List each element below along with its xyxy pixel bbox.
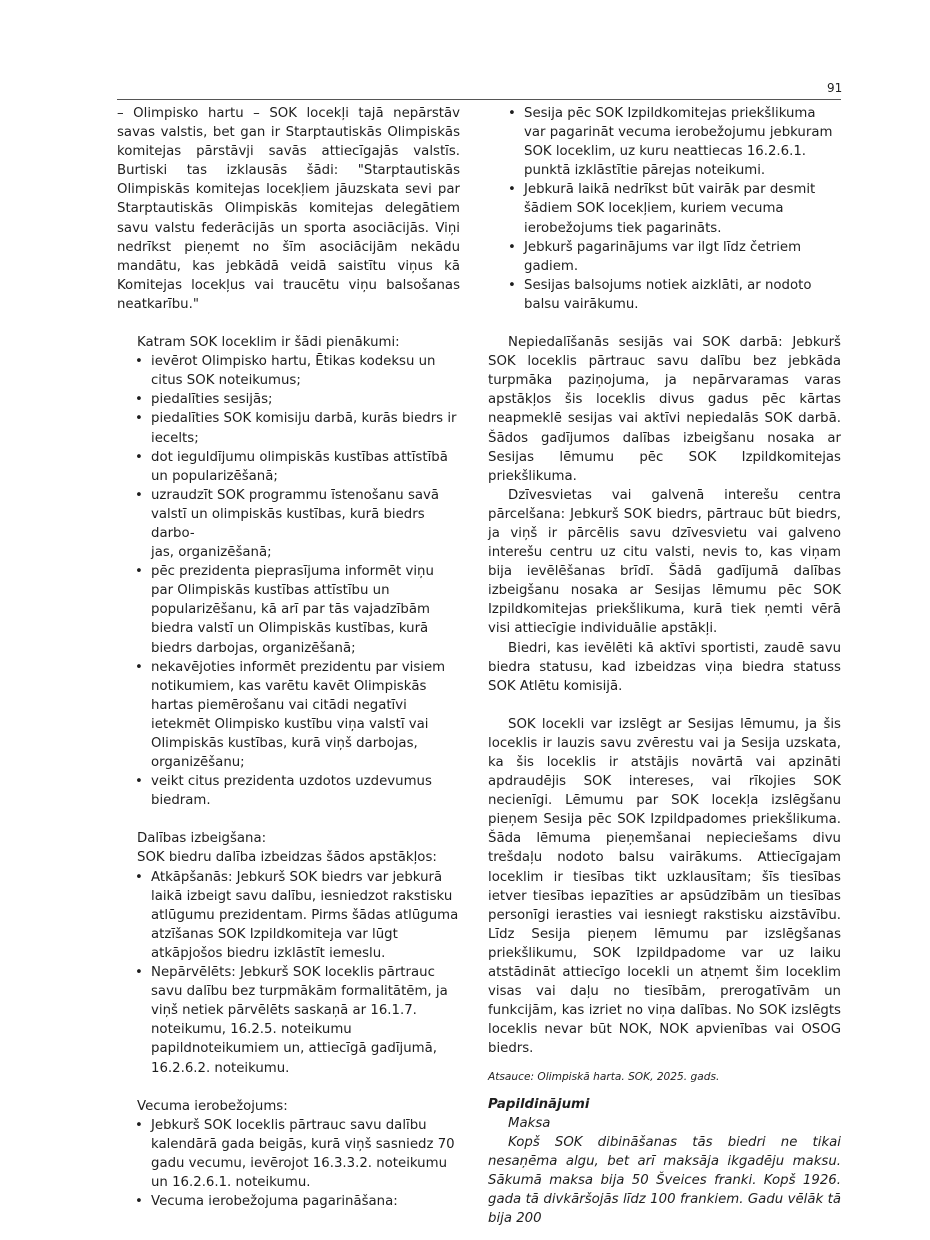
right-column	[488, 104, 841, 1228]
termination-subheading: SOK biedru dalība izbeidzas šādos apstākļos:	[137, 850, 437, 866]
extension-list	[508, 104, 841, 314]
list-item: • Atkāpšanās: Jebkurš SOK biedrs var jebkurā laikā izbeigt savu dalību, iesniedzot rakstisku atlūgumu prezidentam. Pirms šādas atlūguma atzīšanas SOK Izpildkomiteja var lūgt atkāpjošos biedru izklāstīt iemeslu.	[135, 868, 460, 963]
list-item: • ievērot Olimpisko hartu, Ētikas kodeksu un citus SOK noteikumus;	[135, 352, 460, 390]
list-item: • nekavējoties informēt prezidentu par visiem notikumiem, kas varētu kavēt Olimpiskās hartas piemērošanu vai citādi negatīvi ietekmēt Olimpisko kustību viņa valstī vai Olimpiskās kustības, kurā viņš darbojas, organizēšanu;	[135, 658, 460, 773]
header-rule	[117, 99, 841, 100]
page-number: 91	[827, 81, 843, 95]
list-item: • Sesijas balsojums notiek aizklāti, ar nodoto balsu vairākumu.	[508, 276, 841, 314]
list-item: • dot ieguldījumu olimpiskās kustības attīstībā un popularizēšanā;	[135, 448, 460, 486]
supplement-subtitle: Maksa	[508, 1115, 551, 1131]
list-item: • Nepārvēlēts: Jebkurš SOK loceklis pārtrauc savu dalību bez turpmākām formalitātēm, ja viņš netiek pārvēlēts saskaņā ar 16.1.7. noteikumu, 16.2.5. noteikumu papildnoteikumiem un, attiecīgā gadījumā, 16.2.6.2. noteikumu.	[135, 963, 460, 1078]
list-item: • piedalīties SOK komisiju darbā, kurās biedrs ir iecelts;	[135, 409, 460, 447]
supplement-title: Papildinājumi	[488, 1096, 590, 1112]
left-column	[117, 104, 460, 1211]
residence-paragraph: Dzīvesvietas vai galvenā interešu centra pārcelšana: Jebkurš SOK biedrs, pārtrauc būt biedrs, ja viņš ir pārcēlis savu dzīvesvietu vai galveno interešu centru uz citu valsti, nevis to, kas viņam bija ievēlēšanas brīdī. Šādā gadījumā dalības izbeigšanu nosaka ar Sesijas lēmumu pēc SOK Izpildkomitejas priekšlikuma, kurā tiek ņemti vērā visi attiecīgie individuālie apstākļi.	[488, 487, 841, 637]
termination-list	[135, 868, 460, 1078]
non-participation-paragraph: Nepiedalīšanās sesijās vai SOK darbā: Jebkurš SOK loceklis pārtrauc savu dalību bez jebkāda turpmāka paziņojuma, ja nepārvaramas varas apstākļos šis loceklis divus gadus pēc kārtas neapmeklē sesijas vai aktīvi nepiedalās SOK darbā. Šādos gadījumos dalības izbeigšanu nosaka ar Sesijas lēmumu pēc SOK Izpildkomitejas priekšlikuma.	[488, 335, 841, 484]
intro-paragraph: – Olimpisko hartu – SOK locekļi tajā nepārstāv savas valstis, bet gan ir Starptautiskās Olimpiskās komitejas pārstāvji savās attiecīgajās valstīs. Burtiski tas izklausās šādi: "Starptautiskās Olimpiskās komitejas locekļiem jāuzskata sevi par Starptautiskās Olimpiskās komitejas delegātiem savu valstu federācijās un sporta asociācijās. Viņi nedrīkst pieņemt no šīm asociācijām nekādu mandātu, kas jebkādā veidā saistītu viņus kā Komitejas locekļus vai traucētu viņu balsošanas neatkarību."	[117, 106, 460, 312]
list-item: • pēc prezidenta pieprasījuma informēt viņu par Olimpiskās kustības attīstību un popularizēšanu, kā arī par tās vajadzībām biedra valstī un Olimpiskās kustības, kurā biedrs darbojas, organizēšanā;	[135, 562, 460, 657]
list-item: • veikt citus prezidenta uzdotos uzdevumus biedram.	[135, 772, 460, 810]
list-item: • Vecuma ierobežojuma pagarināšana:	[135, 1192, 460, 1211]
duties-list	[135, 352, 460, 810]
age-heading: Vecuma ierobežojums:	[137, 1098, 288, 1114]
athletes-paragraph: Biedri, kas ievēlēti kā aktīvi sportisti, zaudē savu biedra statusu, kad izbeidzas viņa biedra statuss SOK Atlētu komisijā.	[488, 640, 841, 694]
list-item: • piedalīties sesijās;	[135, 390, 460, 409]
list-item: • Jebkurš pagarinājums var ilgt līdz četriem gadiem.	[508, 238, 841, 276]
duties-heading: Katram SOK loceklim ir šādi pienākumi:	[137, 335, 400, 351]
list-item: • Sesija pēc SOK Izpildkomitejas priekšlikuma var pagarināt vecuma ierobežojumu jebkuram SOK loceklim, uz kuru neattiecas 16.2.6.1. punktā izklāstītie pārejas noteikumi.	[508, 104, 841, 180]
list-item: • Jebkurš SOK loceklis pārtrauc savu dalību kalendārā gada beigās, kurā viņš sasniedz 70 gadu vecumu, ievērojot 16.3.3.2. noteikumu un 16.2.6.1. noteikumu.	[135, 1116, 460, 1192]
list-item: • uzraudzīt SOK programmu īstenošanu savā valstī un olimpiskās kustības, kurā biedrs darbo- jas, organizēšanā;	[135, 486, 460, 562]
termination-heading: Dalības izbeigšana:	[137, 831, 267, 847]
age-list	[135, 1116, 460, 1211]
source-citation: Atsauce: Olimpiskā harta. SOK, 2025. gads.	[488, 1070, 720, 1083]
supplement-paragraph: Kopš SOK dibināšanas tās biedri ne tikai nesaņēma algu, bet arī maksāja ikgadēju maksu. Sākumā maksa bija 50 Šveices franki. Kopš 1926. gada tā divkāršojās līdz 100 frankiem. Gadu vēlāk tā bija 200	[488, 1134, 841, 1227]
expulsion-paragraph: SOK locekli var izslēgt ar Sesijas lēmumu, ja šis loceklis ir lauzis savu zvērestu vai ja Sesija uzskata, ka šis loceklis ir atstājis novārtā vai apzināti apdraudējis SOK intereses, vai rīkojies SOK necienīgi. Lēmumu par SOK locekļa izslēgšanu pieņem Sesija pēc SOK Izpildpadomes priekšlikuma. Šāda lēmuma pieņemšanai nepieciešams divu trešdaļu nodoto balsu vairākums. Attiecīgajam loceklim ir tiesības tikt uzklausītam; šīs tiesības ietver tiesības iepazīties ar apsūdzībām un tiesības personīgi ierasties vai iesniegt rakstisku aizstāvību. Līdz Sesija pieņem lēmumu par izslēgšanas priekšlikumu, SOK Izpildpadome var uz laiku atstādināt attiecīgo locekli un atņemt šim loceklim visas vai daļu no tiesībām, prerogatīvām un funkcijām, kas izriet no viņa dalības. No SOK izslēgts loceklis nevar būt NOK, NOK apvienības vai OSOG biedrs.	[488, 716, 841, 1057]
list-item: • Jebkurā laikā nedrīkst būt vairāk par desmit šādiem SOK locekļiem, kuriem vecuma ierobežojums tiek pagarināts.	[508, 180, 841, 237]
